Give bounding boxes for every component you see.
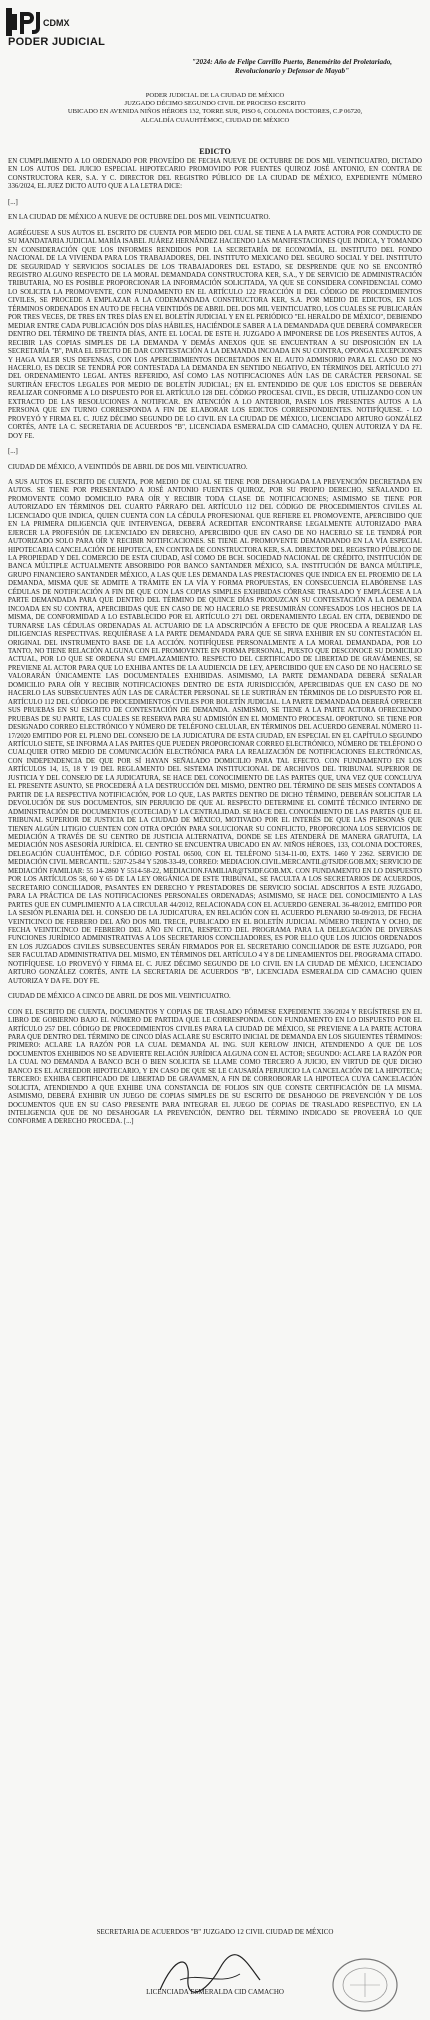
- paragraph: AGRÉGUESE A SUS AUTOS EL ESCRITO DE CUENTA POR MEDIO DEL CUAL SE TIENE A LA PARTE ACTORA POR CONDUCTO DE SU MANDATARIA JUDICIAL MARÍA ISABEL JUÁREZ HERNÁNDEZ HACIENDO LAS MANIFESTACIONES QUE INDICA, Y TOMANDO EN CONSIDERACIÓN QUE LOS INFORMES RENDIDOS POR LA SECRETARÍA DE ECONOMÍA, EL INSTITUTO DEL FONDO NACIONAL DE LA VIVIENDA PARA LOS TRABAJADORES, DEL INSTITUTO MEXICANO DEL SEGURO SOCIAL Y DEL INSTITUTO DE SEGURIDAD Y SERVICIOS SOCIALES DE LOS TRABAJADORES DEL ESTADO, SE DESPRENDE QUE NO SE ENCONTRÓ REGISTRO ALGUNO RESPECTO DE LA MORAL DEMANDADA CONSTRUCTORA KER, S.A., Y DE SERVICIO DE ADMINISTRACIÓN TRIBUTARIA, NO ES POSIBLE PROPORCIONAR LA INFORMACIÓN SOLICITADA, YA QUE SE CONSIDERA CONFIDENCIAL COMO LO SOLICITA LA PROMOVENTE, CON FUNDAMENTO EN EL ARTÍCULO 122 FRACCIÓN II DEL CÓDIGO DE PROCEDIMIENTOS CIVILES, SE PROCEDE A EMPLAZAR A LA CODEMANDADA CONSTRUCTORA KER, S.A. POR MEDIO DE EDICTOS, EN LOS TÉRMINOS ORDENADOS EN AUTO DE FECHA VEINTIDÓS DE ABRIL DEL DOS MIL VEINTICUATRO, LOS CUALES SE PUBLICARÁN POR TRES VECES, DE TRES EN TRES DÍAS EN EL BOLETÍN JUDICIAL Y EN EL PERIÓDICO "EL HERALDO DE MÉXICO", DEBIENDO MEDIAR ENTRE CADA PUBLICACIÓN DOS DÍAS HÁBILES, HACIÉNDOLE SABER A LA DEMANDADA QUE DEBERÁ COMPARECER DENTRO DEL TÉRMINO DE TREINTA DÍAS, ANTE EL LOCAL DE ESTE H. JUZGADO A IMPONERSE DE LOS PRESENTES AUTOS, A RECIBIR LAS COPIAS SIMPLES DE LA DEMANDA Y DEMÁS ANEXOS QUE SE ENCUENTRAN A SU DISPOSICIÓN EN LA SECRETARÍA "B", PARA EL EFECTO DE DAR CONTESTACIÓN A LA DEMANDA INCOADA EN SU CONTRA, OPONGA EXCEPCIONES Y HAGA VALER SUS DEFENSAS, CON LOS APERCIBIMIENTOS DECRETADOS EN EL AUTO ADMISORIO PARA EL CASO DE NO HACERLO, ES DECIR SE TENDRÁ POR CONTESTADA LA DEMANDA EN SENTIDO NEGATIVO, EN TÉRMINOS DEL ARTÍCULO 271 DEL ORDENAMIENTO LEGAL ANTES REFERIDO, ASÍ COMO LAS NOTIFICACIONES AÚN LAS DE CARÁCTER PERSONAL SE SURTIRÁN EFECTOS LEGALES POR MEDIO DE BOLETÍN JUDICIAL; EN EL ENTENDIDO DE QUE LOS EDICTOS SE DEBERÁN REALIZAR CONFORME A LO DISPUESTO POR EL ARTÍCULO 128 DEL CÓDIGO PROCESAL CIVIL, ES DECIR, UTILIZANDO CON UN EXTRACTO DE LAS RESOLUCIONES A NOTIFICAR. EN ATENCIÓN A LO ANTERIOR, PASEN LOS PRESENTES AUTOS A LA PERSONA QUE EN TURNO CORRESPONDA A FIN DE ELABORAR LOS EDICTOS CORRESPONDIENTES. NOTIFÍQUESE. - LO PROVEYÓ Y FIRMA EL C. JUEZ DÉCIMO SEGUNDO DE LO CIVIL EN LA CIUDAD DE MÉXICO, LICENCIADO ARTURO GONZÁLEZ CORTÉS, ANTE LA C. SECRETARIA DE ACUERDOS "B", LICENCIADA ESMERALDA CID CAMACHO, QUIEN AUTORIZA Y DA FE. DOY FE.: [8, 229, 422, 440]
- header: [6, 6, 70, 40]
- edict-body: [8, 158, 422, 1134]
- paragraph: CON EL ESCRITO DE CUENTA, DOCUMENTOS Y COPIAS DE TRASLADO FÓRMESE EXPEDIENTE 336/2024 Y REGÍSTRESE EN EL LIBRO DE GOBIERNO BAJO EL NÚMERO DE PARTIDA QUE LE CORRESPONDA. CON FUNDAMENTO EN LO DISPUESTO POR EL ARTÍCULO 257 DEL CÓDIGO DE PROCEDIMIENTOS CIVILES PARA LA CIUDAD DE MÉXICO, SE PREVIENE A LA PARTE ACTORA PARA QUE DENTRO DEL TÉRMINO DE CINCO DÍAS ACLARE SU ESCRITO INICIAL DE DEMANDA EN LOS SIGUIENTES TÉRMINOS: PRIMERO: ACLARE LA RAZÓN POR LA CUAL DEMANDA AL ING. SUJI KERLOW JINICH, ATENDIENDO A QUE DE LOS DOCUMENTOS EXHIBIDOS NO SE ADVIERTE RELACIÓN JURÍDICA ALGUNA CON EL ACTOR; SEGUNDO: ACLARE LA RAZÓN POR LA CUAL NO DEMANDA A BANCO BCH O BIEN SOLICITA SE LLAME COMO TERCERO A JUICIO, EN VIRTUD DE QUE DICHO BANCO ES EL ACREEDOR HIPOTECARIO, Y EN CASO DE QUE SE LE CAUSARÍA PERJUICIO LA CANCELACIÓN DE LA HIPOTECA; TERCERO: EXHIBA CERTIFICADO DE LIBERTAD DE GRAVAMEN, A FIN DE CORROBORAR LA HIPOTECA CUYA CANCELACIÓN SOLICITA, ATENDIENDO A QUE EXHIBE UNA CONSTANCIA DE FOLIOS SIN QUE CONSTE CERTIFICACIÓN DE LA MISMA. ASIMISMO, DEBERÁ EXHIBIR UN JUEGO DE COPIAS SIMPLES DE SU ESCRITO DE DESAHOGO DE PREVENCIÓN Y DE LOS DOCUMENTOS QUE EN SU CASO PRESENTE PARA INTEGRAR EL JUEGO DE COPIAS DE TRASLADO RESPECTIVO, EN LA INTELIGENCIA QUE DE NO DESAHOGAR LA PREVENCIÓN, DENTRO DEL TÉRMINO INDICADO SE PROVEERÁ LO QUE CONFORME A DERECHO PROCEDA. [...]: [8, 1008, 422, 1126]
- ellipsis: [...]: [8, 448, 18, 456]
- svg-text:CDMX: CDMX: [43, 18, 70, 28]
- court-address-block: [40, 92, 390, 125]
- court-line: UBICADO EN AVENIDA NIÑOS HÉROES 132, TORRE SUR, PISO 6, COLONIA DOCTORES, C.P 06720,: [67, 108, 363, 116]
- secretary-name: LICENCIADA ESMERALDA CID CAMACHO: [146, 1988, 284, 1996]
- institution-name: PODER JUDICIAL: [8, 36, 106, 48]
- document-title: EDICTO: [199, 147, 231, 156]
- date-heading: CIUDAD DE MÉXICO, A VEINTIDÓS DE ABRIL DE DOS MIL VEINTICUATRO.: [8, 463, 248, 471]
- court-line: JUZGADO DÉCIMO SEGUNDO CIVIL DE PROCESO ESCRITO: [124, 100, 306, 108]
- date-heading: CIUDAD DE MÉXICO A CINCO DE ABRIL DE DOS MIL VEINTICUATRO.: [8, 993, 231, 1001]
- handwritten-signature: [150, 1950, 270, 2005]
- secretary-role: SECRETARIA DE ACUERDOS "B" JUZGADO 12 CIVIL CIUDAD DE MÉXICO: [96, 1928, 334, 1936]
- poder-judicial-logo: [6, 6, 70, 40]
- date-heading: EN LA CIUDAD DE MÉXICO A NUEVE DE OCTUBRE DEL DOS MIL VEINTICUATRO.: [8, 214, 271, 222]
- court-line: PODER JUDICIAL DE LA CIUDAD DE MÉXICO: [145, 92, 285, 99]
- paragraph: A SUS AUTOS EL ESCRITO DE CUENTA, POR MEDIO DE CUAL SE TIENE POR DESAHOGADA LA PREVENCIÓN DECRETADA EN AUTOS. SE TIENE POR PRESENTADO A JOSÉ ANTONIO FUENTES QUIROZ, POR SU PROPIO DERECHO, SEÑALANDO EL PROMOVENTE COMO DOMICILIO PARA OÍR Y RECIBIR TODA CLASE DE NOTIFICACIONES; ASIMISMO SE TIENE POR AUTORIZADO EN TÉRMINOS DEL CUARTO PÁRRAFO DEL ARTÍCULO 112 DEL CÓDIGO DE PROCEDIMIENTOS CIVILES AL LICENCIADO QUE INDICA, QUIEN CUENTA CON LA CÉDULA PROFESIONAL QUE REFIERE EL PROMOVENTE, APERCIBIDO QUE EN LA PRIMERA DILIGENCIA QUE INTERVENGA, DEBERÁ ACREDITAR ENCONTRARSE LEGALMENTE AUTORIZADO PARA EJERCER LA PROFESIÓN DE LICENCIADO EN DERECHO, APERCIBIDO QUE EN CASO DE NO HACERLO SE LE TENDRÁ POR AUTORIZADO SOLO PARA OÍR Y RECIBIR NOTIFICACIONES. SE TIENE AL PROMOVENTE DEMANDANDO EN LA VÍA ESPECIAL HIPOTECARIA CANCELACIÓN DE HIPOTECA, EN CONTRA DE CONSTRUCTORA KER, S.A. DIRECTOR DEL REGISTRO PÚBLICO DE LA PROPIEDAD Y DEL COMERCIO DE ESTA CIUDAD, ASÍ COMO DE BCH. SOCIEDAD NACIONAL DE CRÉDITO, INSTITUCIÓN DE BANCA MÚLTIPLE ACTUALMENTE ABSORBIDO POR BANCO SANTANDER MÉXICO, S.A. INSTITUCIÓN DE BANCA MÚLTIPLE, GRUPO FINANCIERO SANTANDER MÉXICO, A LAS QUE LES DEMANDA LAS PRESTACIONES QUE INDICA EN EL PROEMIO DE LA DEMANDA, MISMA QUE SE ADMITE A TRÁMITE EN LA VÍA Y FORMA PROPUESTAS, EN CONSECUENCIA ELABÓRENSE LAS CÉDULAS DE NOTIFICACIÓN A FIN DE QUE CON LAS COPIAS SIMPLES EXHIBIDAS CÓRRASE TRASLADO Y EMPLÁCESE A LA PARTE DEMANDADA PARA QUE DENTRO DEL TÉRMINO DE QUINCE DÍAS PRODUZCAN SU CONTESTACIÓN A LA DEMANDA INCOADA EN SU CONTRA, APERCIBIDAS QUE EN CASO DE NO HACERLO SE PRESUMIRÁN CONFESADOS LOS HECHOS DE LA MISMA, DE CONFORMIDAD A LO ESTABLECIDO POR EL ARTÍCULO 271 DEL ORDENAMIENTO LEGAL EN CITA, DEBIENDO DE TURNARSE LAS CÉDULAS ORDENADAS AL ACTUARIO DE LA ADSCRIPCIÓN A EFECTO DE QUE PROCEDA A REALIZAR LAS DILIGENCIAS RESPECTIVAS. REQUIÉRASE A LA PARTE DEMANDADA PARA QUE SE SIRVA EXHIBIR EN SU CONTESTACIÓN EL ORIGINAL DEL INSTRUMENTO BASE DE LA ACCIÓN. NOTIFÍQUESE PERSONALMENTE A LA MORAL DEMANDADA, POR LO TANTO, NO TIENE RELACIÓN ALGUNA CON EL PROMOVENTE EN FORMA PERSONAL, PUESTO QUE DESCONOCE SU DOMICILIO ACTUAL, POR LO QUE SE ORDENA SU EMPLAZAMIENTO. RESPECTO DEL CERTIFICADO DE LIBERTAD DE GRAVÁMENES, SE PREVIENE AL ACTOR PARA QUE LO EXHIBA ANTES DE LA AUDIENCIA DE LEY, APERCIBIDO QUE EN CASO DE NO HACERLO SE VALORARÁN ÚNICAMENTE LAS DOCUMENTALES EXHIBIDAS. ASIMISMO, LA PARTE DEMANDADA DEBERÁ SEÑALAR DOMICILIO PARA OÍR Y RECIBIR NOTIFICACIONES DENTRO DE ESTA JURISDICCIÓN, APERCIBIDAS QUE EN CASO DE NO HACERLO LAS SUBSECUENTES AÚN LAS DE CARÁCTER PERSONAL SE LE SURTIRÁN EN TÉRMINOS DE LO DISPUESTO POR EL ARTÍCULO 112 DEL CÓDIGO DE PROCEDIMIENTOS CIVILES POR BOLETÍN JUDICIAL. LA PARTE DEMANDADA DEBERÁ OFRECER SUS PRUEBAS EN SU ESCRITO DE CONTESTACIÓN DE DEMANDA. ASIMISMO, SE TIENE A LA PARTE ACTORA OFRECIENDO PRUEBAS DE SU PARTE, LAS CUALES SE RESERVA PARA SU ADMISIÓN EN EL MOMENTO PROCESAL OPORTUNO. SE TIENE POR DESIGNADO CORREO ELECTRÓNICO Y NÚMERO DE TELÉFONO CELULAR, EN TÉRMINOS DEL ACUERDO GENERAL NÚMERO 11-17/2020 EMITIDO POR EL PLENO DEL CONSEJO DE LA JUDICATURA DE ESTA CIUDAD, EN ESPECIAL EN EL CAPÍTULO SEGUNDO ARTÍCULO SIETE, SE INFORMA A LAS PARTES QUE PUEDEN PROPORCIONAR CORREO ELECTRÓNICO, NÚMERO DE TELÉFONO O CUALQUIER OTRO MEDIO DE COMUNICACIÓN ELECTRÓNICA PARA LA REALIZACIÓN DE NOTIFICACIONES ELECTRÓNICAS, CON INDEPENDENCIA DE QUE POR SÍ HAYAN SEÑALADO DOMICILIO PARA TAL EFECTO. CON FUNDAMENTO EN LOS ARTÍCULOS 14, 15, 18 Y 19 DEL REGLAMENTO DEL SISTEMA INSTITUCIONAL DE ARCHIVOS DEL TRIBUNAL SUPERIOR DE JUSTICIA Y DEL CONSEJO DE LA JUDICATURA, SE HACE DEL CONOCIMIENTO DE LAS PARTES QUE, UNA VEZ QUE CONCLUYA EL PRESENTE ASUNTO, SE PROCEDERÁ A LA DESTRUCCIÓN DEL MISMO, DENTRO DEL TÉRMINO DE SEIS MESES CONTADOS A PARTIR DE LA RESPECTIVA NOTIFICACIÓN, POR LO QUE, LAS PARTES DENTRO DE DICHO TÉRMINO, DEBERÁN SOLICITAR LA DEVOLUCIÓN DE SUS DOCUMENTOS, SIN PERJUICIO DE QUE AL RESPECTO DETERMINE EL COMITÉ TÉCNICO INTERNO DE ADMINISTRACIÓN DE DOCUMENTOS (COTECIAD) Y LA CENTRALIDAD. SE HACE DEL CONOCIMIENTO DE LAS PARTES QUE EL TRIBUNAL SUPERIOR DE JUSTICIA DE LA CIUDAD DE MÉXICO, MOTIVADO POR EL INTERÉS DE QUE LAS PERSONAS QUE TIENEN ALGÚN LITIGIO CUENTEN CON OTRA OPCIÓN PARA SOLUCIONAR SU CONFLICTO, PROPORCIONA LOS SERVICIOS DE MEDIACIÓN A TRAVÉS DE SU CENTRO DE JUSTICIA ALTERNATIVA, DONDE SE LES ATENDERÁ DE MANERA GRATUITA, LA MEDIACIÓN NOS ASESORÍA JURÍDICA. EL CENTRO SE ENCUENTRA UBICADO EN AV. NIÑOS HÉROES, 133, COLONIA DOCTORES, DELEGACIÓN CUAUHTÉMOC, D.F. CÓDIGO POSTAL 06500, CON EL TELÉFONO 5134-11-00, EXTS. 1460 Y 2362. SERVICIO DE MEDIACIÓN CIVIL MERCANTIL: 5207-25-84 Y 5208-33-49, CORREO: MEDIACION.CIVIL.MERCANTIL@TSJDF.GOB.MX; SERVICIO DE MEDIACIÓN FAMILIAR: 55 14-2860 Y 5514-58-22, MEDIACION.FAMILIAR@TSJDF.GOB.MX. CON FUNDAMENTO EN LO DISPUESTO POR LOS ARTÍCULOS 58, 60 Y 65 DE LA LEY ORGÁNICA DE ESTE TRIBUNAL, SE FACULTA A LOS SECRETARIOS DE ACUERDOS, SECRETARIO CONCILIADOR, PASANTES EN DERECHO Y PRESTADORES DE SERVICIO SOCIAL ADSCRITOS A ESTE JUZGADO, PARA LA PRÁCTICA DE LAS NOTIFICACIONES PERSONALES ORDENADAS; ASIMISMO, SE HACE DEL CONOCIMIENTO A LAS PARTES QUE EN CUMPLIMIENTO A LA CIRCULAR 44/2012, RELACIONADA CON EL ACUERDO GENERAL 36-48/2012, EMITIDO POR LA SESIÓN PLENARIA DEL H. CONSEJO DE LA JUDICATURA, EN RELACIÓN CON EL ACUERDO PLENARIO 50-09/2013, DE FECHA VEINTICINCO DE FEBRERO DEL AÑO DOS MIL TRECE, PUBLICADO EN EL BOLETÍN JUDICIAL NÚMERO TREINTA Y OCHO, DE FECHA VEINTICINCO DE FEBRERO DEL AÑO EN CITA, RESPECTO DEL PROGRAMA PARA LA DELEGACIÓN DE DIVERSAS FUNCIONES JURÍDICO ADMINISTRATIVAS A LOS SECRETARIOS CONCILIADORES, ES POR ELLO QUE LOS JUICIOS ORDENADOS EN LOS JUZGADOS CIVILES SUBSECUENTES SERÁN FIRMADOS POR EL SECRETARIO CONCILIADOR DE ESTE JUZGADO, POR SER FACULTAD ADMINISTRATIVA DEL MISMO, EN TÉRMINOS DEL ARTÍCULO 4 Y 8 DE LINEAMIENTOS DEL PROGRAMA CITADO. NOTIFÍQUESE. LO PROVEYÓ Y FIRMA EL C. JUEZ DÉCIMO SEGUNDO DE LO CIVIL EN LA CIUDAD DE MÉXICO, LICENCIADO ARTURO GONZÁLEZ CORTÉS, ANTE LA SECRETARIA DE ACUERDOS "B", LICENCIADA ESMERALDA CID CAMACHO QUIEN AUTORIZA Y DA FE. DOY FE.: [8, 478, 422, 985]
- year-motto: "2024: Año de Felipe Carrillo Puerto, Benemérito del Proletariado, Revolucionario y Defensor de Mayab": [191, 58, 393, 75]
- paragraph: EN CUMPLIMIENTO A LO ORDENADO POR PROVEÍDO DE FECHA NUEVE DE OCTUBRE DE DOS MIL VEINTICUATRO, DICTADO EN LOS AUTOS DEL JUICIO ESPECIAL HIPOTECARIO PROMOVIDO POR FUENTES QUIROZ JOSÉ ANTONIO, EN CONTRA DE CONSTRUCTORA KER, S.A. Y C. DIRECTOR DEL REGISTRO PÚBLICO DE LA CIUDAD DE MÉXICO, EXPEDIENTE NÚMERO 336/2024, EL JUEZ DICTO AUTO QUE A LA LETRA DICE:: [8, 158, 422, 191]
- ellipsis: [...]: [8, 198, 18, 206]
- court-line: ALCALDÍA CUAUHTÉMOC, CIUDAD DE MÉXICO: [140, 116, 290, 124]
